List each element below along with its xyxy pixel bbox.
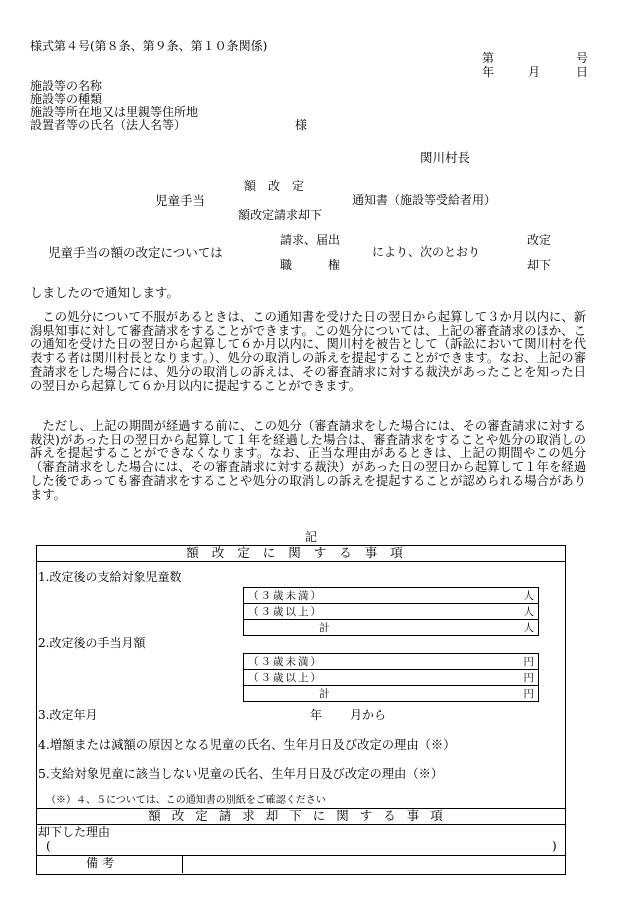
item3-label: 3.改定年月 [38, 708, 98, 722]
addressee-owner-label: 設置者等の氏名（法人名等） [30, 118, 187, 132]
sama-honorific: 様 [295, 118, 308, 132]
ki-label: 記 [305, 530, 318, 544]
basis-top: 請求、届出 [280, 233, 341, 247]
notice-paragraph-1: この処分について不服があるときは、この通知書を受けた日の翌日から起算して３か月以内に、新潟県知事に対して審査請求をすることができます。この処分については、上記の審査請求のほか、この通知を受けた日の翌日から起算して６か月以内に、関川村を被告として（訴訟において関川村を代表する者は関川村長となります。）、処分の取消しの訴えを提起することができます。なお、上記の審査請求をした場合には、処分の取消しの訴えは、その審査請求に対する裁決があったことを知った日の翌日から起算して６か月以内に提起することができます。 [30, 310, 586, 393]
addressee-type-label: 施設等の種類 [30, 92, 103, 106]
table-row [244, 670, 539, 686]
item4-label: 4.増額または減額の原因となる児童の氏名、生年月日及び改定の理由（※） [38, 738, 456, 752]
cell-under3: （３歳未満） [244, 588, 519, 604]
result-top: 改定 [527, 233, 552, 247]
unit-person: 人 [518, 588, 538, 604]
sentence-closing: しましたので通知します。 [30, 285, 180, 300]
item5-label: 5.支給対象児童に該当しない児童の氏名、生年月日及び改定の理由（※） [38, 767, 444, 781]
sentence-middle: により、次のとおり [372, 245, 481, 259]
table-row [244, 654, 539, 670]
addressee-name-label: 施設等の名称 [30, 79, 103, 93]
cell-over3: （３歳以上） [244, 670, 519, 686]
table-row [244, 588, 539, 604]
table-row [244, 686, 539, 702]
notice-paragraph-2: ただし、上記の期間が経過する前に、この処分（審査請求をした場合には、その審査請求に対する裁決)があった日の翌日から起算して１年を経過した場合は、審査請求をすることや処分の取消しの訴えを提起することができなくなります。なお、正当な理由があるときは、上記の期間やこの処分（審査請求をした場合には、その審査請求に対する裁決）があった日の翌日から起算して１年を経過した後であっても審査請求をすることや処分の取消しの訴えを提起することが認められる場合があります。 [30, 419, 586, 502]
allowance-table [243, 653, 539, 702]
number-go: 号 [576, 51, 589, 65]
title-option-bottom: 額改定請求却下 [238, 208, 323, 222]
rejection-label: 却下した理由 [38, 825, 111, 839]
paren-open: ( [46, 839, 51, 853]
title-prefix: 児童手当 [155, 193, 206, 208]
date-tsuki: 月 [528, 65, 541, 79]
basis-bottom: 職 権 [280, 258, 341, 272]
unit-yen: 円 [518, 654, 538, 670]
date-hi: 日 [576, 65, 589, 79]
paren-close: ) [552, 839, 557, 853]
form-label: 様式第４号(第８条、第９条、第１０条関係) [30, 39, 268, 53]
section1-header: 額改定に関する事項 [186, 545, 416, 560]
result-bottom: 却下 [527, 258, 552, 272]
child-count-table [243, 587, 539, 636]
date-nen: 年 [482, 65, 495, 79]
remarks-label: 備考 [86, 856, 119, 870]
unit-person: 人 [518, 620, 538, 636]
item3-tsuki: 月から [350, 708, 387, 722]
cell-under3: （３歳未満） [244, 654, 519, 670]
unit-yen: 円 [518, 670, 538, 686]
item2-label: 2.改定後の手当月額 [38, 636, 146, 650]
cell-over3: （３歳以上） [244, 604, 519, 620]
unit-person: 人 [518, 604, 538, 620]
unit-yen: 円 [518, 686, 538, 702]
title-option-top: 額 改 定 [244, 179, 305, 193]
section2-header: 額改定請求却下に関する事項 [148, 808, 454, 823]
addressee-address-label: 施設等所在地又は里親等住所地 [30, 105, 199, 119]
number-dai: 第 [482, 51, 495, 65]
title-suffix: 通知書（施設等受給者用） [352, 193, 497, 207]
issuer-name: 関川村長 [420, 150, 471, 165]
cell-total: 計 [244, 620, 519, 636]
table-row [244, 620, 539, 636]
cell-total: 計 [244, 686, 519, 702]
item3-nen: 年 [310, 708, 323, 722]
sentence-lead: 児童手当の額の改定については [48, 245, 223, 260]
item1-label: 1.改定後の支給対象児童数 [38, 570, 182, 584]
table-row [244, 604, 539, 620]
footnote: （※）４、５については、この通知書の別紙をご確認ください [46, 795, 326, 806]
